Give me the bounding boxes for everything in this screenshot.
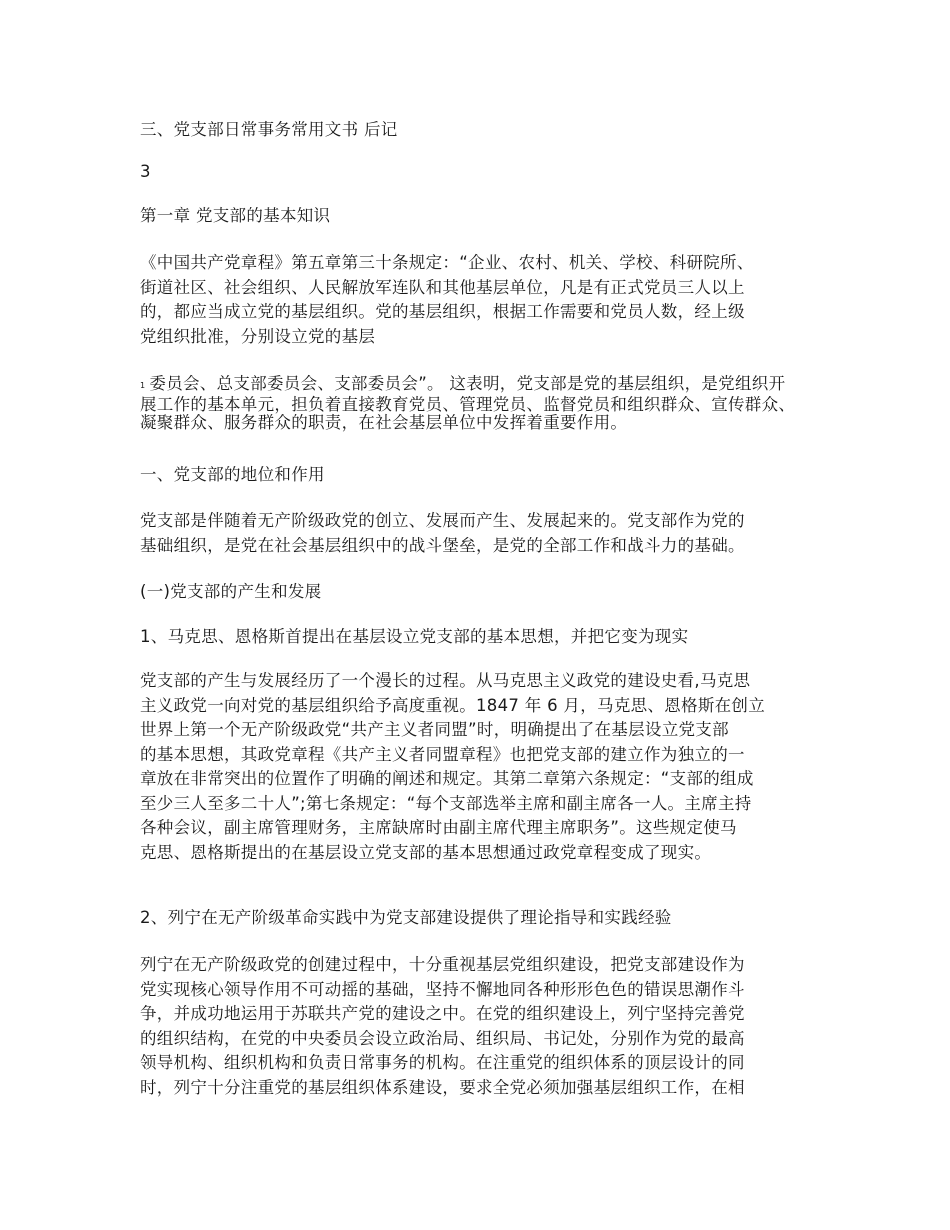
text-line [140, 375, 812, 396]
text-line: 党实现核心领导作用不可动摇的基础，坚持不懈地同各种形形色色的错误思潮作斗 [140, 979, 745, 999]
subsection1-title: (一)党支部的产生和发展 [140, 582, 322, 601]
text-line: 党支部是伴随着无产阶级政党的创立、发展而产生、发展起来的。党支部作为党的 [140, 511, 745, 530]
point2-title: 2、列宁在无产阶级革命实践中为党支部建设提供了理论指导和实践经验 [140, 908, 672, 927]
text-line: 的组织结构，在党的中央委员会设立政治局、组织局、书记处，分别作为党的最高 [140, 1028, 745, 1048]
text-line: 列宁在无产阶级政党的创建过程中，十分重视基层党组织建设，把党支部建设作为 [140, 955, 745, 974]
text-line: 克思、恩格斯提出的在基层设立党支部的基本思想通过政党章程变成了现实。 [140, 842, 712, 862]
text-line: 主义政党一向对党的基层组织给予高度重视。1847 年 6 月，马克思、恩格斯在创立 [140, 695, 766, 715]
text-line: 领导机构、组织机构和负责日常事务的机构。在注重党的组织体系的顶层设计的同 [140, 1053, 745, 1072]
point1-title: 1、马克思、恩格斯首提出在基层设立党支部的基本思想，并把它变为现实 [140, 627, 689, 646]
page-number: 3 [140, 162, 151, 181]
point2-paragraph [140, 953, 812, 1100]
footnote-paragraph [140, 375, 812, 433]
text-line: 的，都应当成立党的基层组织。党的基层组织，根据工作需要和党员人数，经上级 [140, 302, 745, 321]
footnote-marker: 1 [140, 381, 146, 390]
text-line: 的基本思想，其政党章程《共产主义者同盟章程》也把党支部的建立作为独立的一 [140, 744, 745, 764]
text-line: 基础组织，是党在社会基层组织中的战斗堡垒，是党的全部工作和战斗力的基础。 [140, 535, 745, 555]
chapter-title: 第一章 党支部的基本知识 [140, 206, 331, 225]
text-line: 争，并成功地运用于苏联共产党的建设之中。在党的组织建设上，列宁坚持完善党 [140, 1004, 745, 1023]
text-line: 世界上第一个无产阶级政党“共产主义者同盟”时，明确提出了在基层设立党支部 [140, 720, 729, 739]
point1-paragraph [140, 669, 812, 865]
text-line: 时，列宁十分注重党的基层组织体系建设，要求全党必须加强基层组织工作，在相 [140, 1077, 745, 1097]
text-line: 街道社区、社会组织、人民解放军连队和其他基层单位，凡是有正式党员三人以上 [140, 277, 745, 297]
text-line: 党组织批准，分别设立党的基层 [140, 326, 376, 346]
text-line: 各种会议，副主席管理财务，主席缺席时由副主席代理主席职务”。这些规定使马 [140, 818, 737, 837]
text-line: 《中国共产党章程》第五章第三十条规定：“企业、农村、机关、学校、科研院所、 [140, 253, 754, 272]
section1-title: 一、党支部的地位和作用 [140, 465, 325, 484]
section1-paragraph [140, 509, 812, 558]
text-line: 章放在非常突出的位置作了明确的阐述和规定。其第二章第六条规定：“支部的组成 [140, 769, 754, 788]
text-line: 至少三人至多二十人”;第七条规定：“每个支部选举主席和副主席各一人。主席主持 [140, 793, 752, 813]
text-line: 展工作的基本单元，担负着直接教育党员、管理党员、监督党员和组织群众、宣传群众、 [140, 394, 796, 414]
footnote-line-text: 委员会、总支部委员会、支部委员会”。 这表明，党支部是党的基层组织，是党组织开 [149, 374, 786, 393]
text-line: 凝聚群众、服务群众的职责，在社会基层单位中发挥着重要作用。 [140, 413, 628, 432]
intro-paragraph [140, 251, 812, 349]
toc-line: 三、党支部日常事务常用文书 后记 [140, 120, 398, 139]
text-line: 党支部的产生与发展经历了一个漫长的过程。从马克思主义政党的建设史看,马克思 [140, 671, 751, 690]
